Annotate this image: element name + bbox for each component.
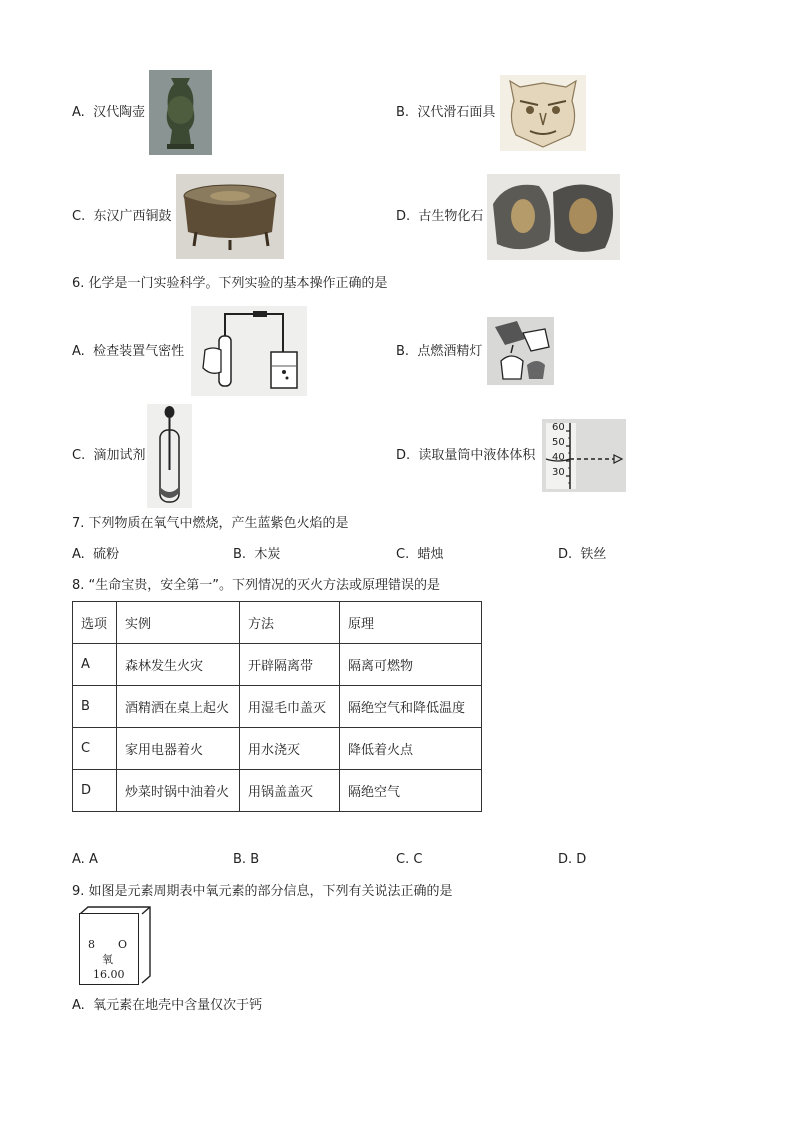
option-letter: B. xyxy=(233,852,247,867)
dropper-image xyxy=(147,404,192,508)
atomic-number: 8 xyxy=(88,938,95,951)
option-letter: C. xyxy=(72,209,86,224)
q5-option-b xyxy=(396,105,495,121)
q5-option-d xyxy=(396,209,483,225)
q5-option-a xyxy=(72,105,145,121)
table-cell: 酒精洒在桌上起火 xyxy=(117,686,240,728)
q6-option-c xyxy=(72,448,146,464)
table-cell: D xyxy=(73,770,117,812)
table-header-cell: 方法 xyxy=(240,602,340,644)
table-cell: 降低着火点 xyxy=(340,728,482,770)
option-text: A xyxy=(88,852,98,867)
option-text: 汉代陶壶 xyxy=(93,105,146,120)
option-letter: B. xyxy=(233,547,247,562)
table-cell: 用湿毛巾盖灭 xyxy=(240,686,340,728)
table-header-row xyxy=(73,602,482,644)
option-letter: D. xyxy=(558,852,573,867)
table-cell: 开辟隔离带 xyxy=(240,644,340,686)
option-text: 氧元素在地壳中含量仅次于钙 xyxy=(93,998,263,1013)
q7-option-b xyxy=(233,547,280,563)
table-cell: 用水浇灭 xyxy=(240,728,340,770)
option-text: 东汉广西铜鼓 xyxy=(93,209,172,224)
bronze-drum-image xyxy=(176,174,284,259)
option-letter: A. xyxy=(72,852,85,867)
table-cell: C xyxy=(73,728,117,770)
alcohol-lamp-image xyxy=(487,317,554,385)
option-text: 铁丝 xyxy=(580,547,607,562)
option-text: 古生物化石 xyxy=(418,209,484,224)
q8-option-a xyxy=(72,852,98,868)
cylinder-tick-label: 30 xyxy=(552,467,565,478)
option-letter: C. xyxy=(72,448,86,463)
table-row xyxy=(73,728,482,770)
table-cell: A xyxy=(73,644,117,686)
q6-option-d xyxy=(396,448,535,464)
q6-stem: 6. 化学是一门实验科学。下列实验的基本操作正确的是 xyxy=(72,276,388,291)
table-header-cell: 实例 xyxy=(117,602,240,644)
option-text: B xyxy=(250,852,260,867)
table-header-cell: 选项 xyxy=(73,602,117,644)
q7-stem: 7. 下列物质在氧气中燃烧，产生蓝紫色火焰的是 xyxy=(72,516,349,531)
q9-stem: 9. 如图是元素周期表中氧元素的部分信息，下列有关说法正确的是 xyxy=(72,884,453,899)
table-cell: 隔绝空气和降低温度 xyxy=(340,686,482,728)
q8-option-d xyxy=(558,852,586,868)
q8-option-c xyxy=(396,852,422,868)
option-text: 汉代滑石面具 xyxy=(417,105,496,120)
stone-mask-image xyxy=(500,75,586,151)
q6-option-a xyxy=(72,344,184,360)
option-letter: B. xyxy=(396,105,410,120)
option-letter: D. xyxy=(396,448,411,463)
option-letter: A. xyxy=(72,344,85,359)
table-cell: 隔离可燃物 xyxy=(340,644,482,686)
table-row xyxy=(73,686,482,728)
q7-option-a xyxy=(72,547,119,563)
option-letter: C. xyxy=(396,547,410,562)
pottery-pot-image xyxy=(149,70,212,155)
table-cell: 家用电器着火 xyxy=(117,728,240,770)
q5-option-c xyxy=(72,209,172,225)
option-letter: A. xyxy=(72,105,85,120)
option-text: 硫粉 xyxy=(93,547,120,562)
option-text: C xyxy=(413,852,423,867)
q8-option-b xyxy=(233,852,259,868)
option-text: 蜡烛 xyxy=(417,547,444,562)
fossil-image xyxy=(487,174,620,260)
element-symbol: O xyxy=(118,938,128,951)
q8-stem: 8. “生命宝贵，安全第一”。下列情况的灭火方法或原理错误的是 xyxy=(72,578,441,593)
table-cell: 隔绝空气 xyxy=(340,770,482,812)
table-row xyxy=(73,644,482,686)
option-text: 滴加试剂 xyxy=(93,448,146,463)
table-cell: 炒菜时锅中油着火 xyxy=(117,770,240,812)
table-cell: 森林发生火灾 xyxy=(117,644,240,686)
q9-option-a xyxy=(72,998,262,1014)
option-letter: B. xyxy=(396,344,410,359)
cylinder-tick-label: 60 xyxy=(552,422,565,433)
table-header-cell: 原理 xyxy=(340,602,482,644)
cylinder-tick-label: 50 xyxy=(552,437,565,448)
measuring-cylinder-image xyxy=(542,419,626,492)
cylinder-tick-label: 40 xyxy=(552,452,565,463)
option-letter: D. xyxy=(558,547,573,562)
table-row xyxy=(73,770,482,812)
q7-option-c xyxy=(396,547,444,563)
option-text: 木炭 xyxy=(254,547,281,562)
airtightness-check-image xyxy=(191,306,307,396)
option-letter: C. xyxy=(396,852,410,867)
option-letter: A. xyxy=(72,998,85,1013)
option-text: 读取量筒中液体体积 xyxy=(418,448,536,463)
option-letter: A. xyxy=(72,547,85,562)
element-cell-box xyxy=(79,913,139,985)
option-letter: D. xyxy=(396,209,411,224)
table-cell: B xyxy=(73,686,117,728)
q6-option-b xyxy=(396,344,482,360)
option-text: D xyxy=(576,852,587,867)
table-cell: 用锅盖盖灭 xyxy=(240,770,340,812)
element-name: 氧 xyxy=(102,953,113,966)
fire-methods-table xyxy=(72,601,482,812)
atomic-mass: 16.00 xyxy=(93,968,125,981)
option-text: 点燃酒精灯 xyxy=(417,344,483,359)
q7-option-d xyxy=(558,547,606,563)
option-text: 检查装置气密性 xyxy=(93,344,185,359)
